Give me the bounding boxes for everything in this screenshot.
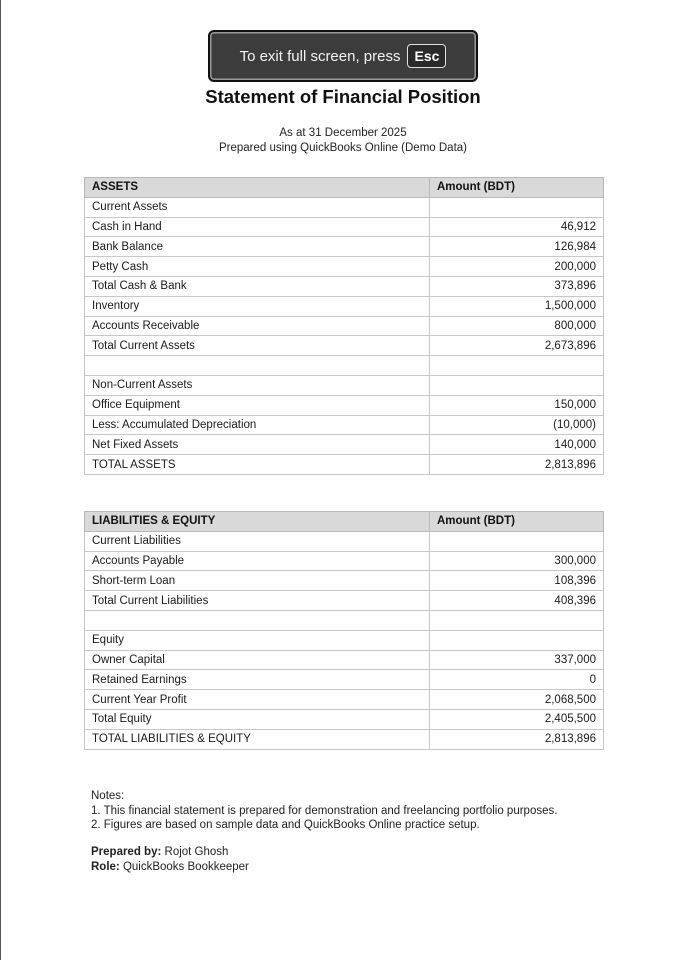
table-row bbox=[85, 356, 604, 376]
row-label: Total Current Assets bbox=[85, 336, 430, 356]
row-amount bbox=[430, 610, 604, 630]
notes-section bbox=[91, 789, 557, 833]
row-label: TOTAL LIABILITIES & EQUITY bbox=[85, 729, 430, 749]
table-row bbox=[85, 709, 604, 729]
row-label: Accounts Payable bbox=[85, 551, 430, 571]
note-item: 2. Figures are based on sample data and QuickBooks Online practice setup. bbox=[91, 819, 480, 831]
row-label: Current Year Profit bbox=[85, 690, 430, 710]
row-label: Current Assets bbox=[85, 197, 430, 217]
table-row bbox=[85, 336, 604, 356]
row-amount: 2,673,896 bbox=[430, 336, 604, 356]
amount-column-header: Amount (BDT) bbox=[430, 512, 604, 532]
row-amount bbox=[430, 630, 604, 650]
row-amount: 300,000 bbox=[430, 551, 604, 571]
esc-key-icon: Esc bbox=[407, 44, 446, 68]
table-row bbox=[85, 237, 604, 257]
row-label: Equity bbox=[85, 630, 430, 650]
table-row bbox=[85, 257, 604, 277]
liabilities-equity-table bbox=[84, 511, 604, 750]
role-line bbox=[91, 860, 249, 875]
row-amount: 126,984 bbox=[430, 237, 604, 257]
row-amount: 0 bbox=[430, 670, 604, 690]
table-row bbox=[85, 690, 604, 710]
row-label: Office Equipment bbox=[85, 395, 430, 415]
table-row bbox=[85, 395, 604, 415]
row-amount: 373,896 bbox=[430, 276, 604, 296]
assets-header-row bbox=[85, 178, 604, 198]
row-label: TOTAL ASSETS bbox=[85, 455, 430, 475]
table-row bbox=[85, 415, 604, 435]
role-label: Role: bbox=[91, 860, 120, 873]
table-row bbox=[85, 551, 604, 571]
row-label: Total Current Liabilities bbox=[85, 591, 430, 611]
row-label: Cash in Hand bbox=[85, 217, 430, 237]
prepared-by-line bbox=[91, 845, 249, 860]
row-amount bbox=[430, 197, 604, 217]
as-at-date: As at 31 December 2025 bbox=[279, 127, 407, 139]
row-label bbox=[85, 610, 430, 630]
row-amount bbox=[430, 375, 604, 395]
table-row bbox=[85, 571, 604, 591]
row-amount: 108,396 bbox=[430, 571, 604, 591]
prepared-by-name: Rojot Ghosh bbox=[164, 846, 229, 858]
row-label: Retained Earnings bbox=[85, 670, 430, 690]
table-row bbox=[85, 296, 604, 316]
row-label: Total Equity bbox=[85, 709, 430, 729]
table-row bbox=[85, 276, 604, 296]
row-amount: 200,000 bbox=[430, 257, 604, 277]
table-row bbox=[85, 375, 604, 395]
row-amount: (10,000) bbox=[430, 415, 604, 435]
row-amount: 2,813,896 bbox=[430, 455, 604, 475]
role-value: QuickBooks Bookkeeper bbox=[122, 860, 249, 873]
row-label: Accounts Receivable bbox=[85, 316, 430, 336]
row-label: Short-term Loan bbox=[85, 571, 430, 591]
table-row bbox=[85, 650, 604, 670]
table-row bbox=[85, 630, 604, 650]
assets-table bbox=[84, 177, 604, 475]
amount-column-header: Amount (BDT) bbox=[430, 178, 604, 198]
row-amount: 2,405,500 bbox=[430, 709, 604, 729]
liabilities-column-header: LIABILITIES & EQUITY bbox=[85, 512, 430, 532]
preparer-section bbox=[91, 845, 249, 874]
row-label: Net Fixed Assets bbox=[85, 435, 430, 455]
row-amount: 337,000 bbox=[430, 650, 604, 670]
row-label: Petty Cash bbox=[85, 257, 430, 277]
table-row bbox=[85, 591, 604, 611]
row-label: Inventory bbox=[85, 296, 430, 316]
row-label: Less: Accumulated Depreciation bbox=[85, 415, 430, 435]
row-label: Owner Capital bbox=[85, 650, 430, 670]
row-label: Non-Current Assets bbox=[85, 375, 430, 395]
notes-heading: Notes: bbox=[91, 790, 125, 802]
row-label: Total Cash & Bank bbox=[85, 276, 430, 296]
assets-column-header: ASSETS bbox=[85, 178, 430, 198]
table-row bbox=[85, 197, 604, 217]
row-label: Current Liabilities bbox=[85, 531, 430, 551]
liabilities-header-row bbox=[85, 512, 604, 532]
prepared-using: Prepared using QuickBooks Online (Demo Data) bbox=[218, 141, 467, 154]
table-row bbox=[85, 610, 604, 630]
document-subtitle bbox=[0, 126, 680, 155]
row-amount: 140,000 bbox=[430, 435, 604, 455]
row-amount: 2,813,896 bbox=[430, 729, 604, 749]
row-amount: 1,500,000 bbox=[430, 296, 604, 316]
table-row bbox=[85, 729, 604, 749]
row-amount: 150,000 bbox=[430, 395, 604, 415]
prepared-by-label: Prepared by: bbox=[91, 846, 162, 858]
row-amount bbox=[430, 531, 604, 551]
table-row bbox=[85, 316, 604, 336]
fullscreen-message: To exit full screen, press bbox=[239, 47, 401, 65]
document-title: Statement of Financial Position bbox=[205, 86, 481, 107]
table-row bbox=[85, 531, 604, 551]
row-label bbox=[85, 356, 430, 376]
row-label: Bank Balance bbox=[85, 237, 430, 257]
table-row bbox=[85, 217, 604, 237]
note-item: 1. This financial statement is prepared for demonstration and freelancing portfolio purposes. bbox=[91, 804, 558, 817]
row-amount: 2,068,500 bbox=[430, 690, 604, 710]
row-amount: 46,912 bbox=[430, 217, 604, 237]
fullscreen-exit-notice bbox=[208, 30, 478, 82]
table-row bbox=[85, 455, 604, 475]
table-row bbox=[85, 435, 604, 455]
table-row bbox=[85, 670, 604, 690]
row-amount bbox=[430, 356, 604, 376]
row-amount: 800,000 bbox=[430, 316, 604, 336]
row-amount: 408,396 bbox=[430, 591, 604, 611]
